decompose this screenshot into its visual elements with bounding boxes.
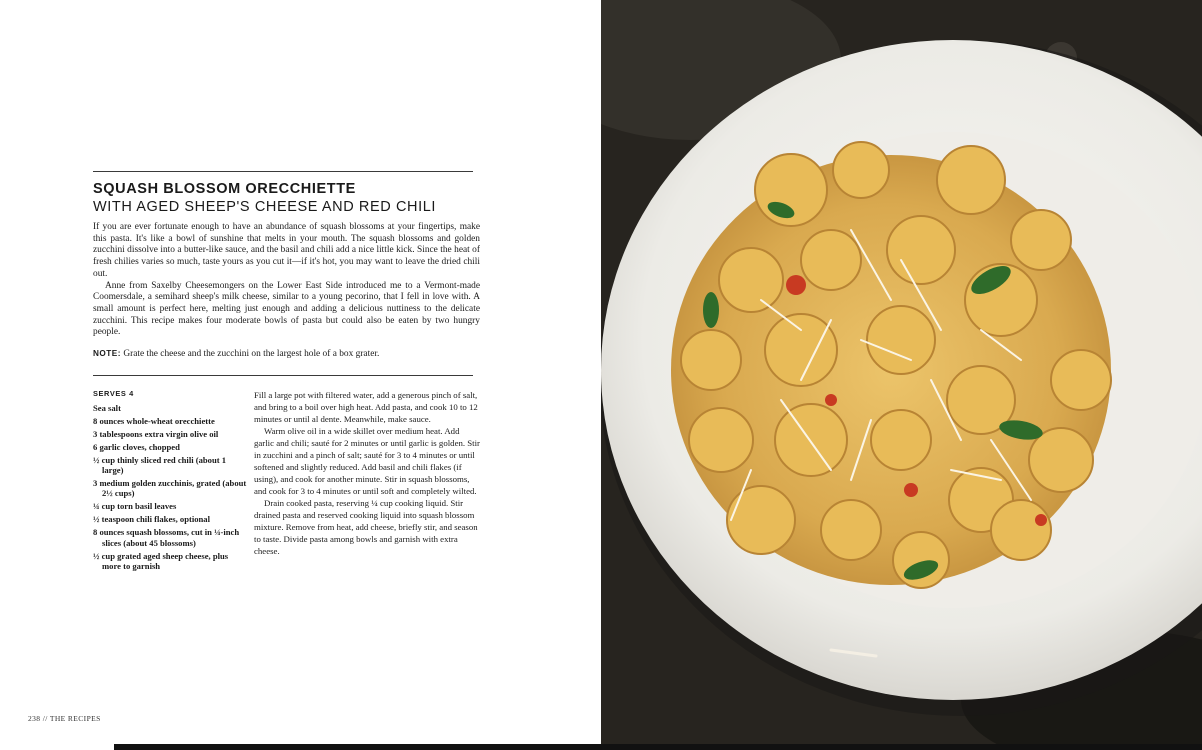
ingredient-item: ½ teaspoon chili flakes, optional [93, 514, 210, 525]
method-text [254, 389, 480, 557]
ingredient-item: ½ cup thinly sliced red chili (about 1 large) [93, 454, 227, 476]
method-step: Warm olive oil in a wide skillet over medium heat. Add garlic and chili; sauté for 2 minutes or until garlic is golden. Stir in zucchini and a pinch of salt; sauté for 3 to 4 minutes or until softened and slightly reduced. Add basil and chili flakes (if using), and cook for another minute. Stir in squash blossoms, and cook for 3 to 4 minutes or until soft and completely wilted. [254, 426, 480, 496]
bottom-edge [114, 744, 1202, 750]
section-name: THE RECIPES [49, 714, 101, 723]
intro-paragraph: If you are ever fortunate enough to have an abundance of squash blossoms at your fingertips, make this pasta. It's like a bowl of sunshine that melts in your mouth. The squash blossoms and golden zucchini dissolve into a butter-like sauce, and the basil and chili add a nice little kick. Since the heat of fresh chilies varies so much, taste yours as you cut it—if it's hot, you may want to leave the dried chili out. [93, 222, 480, 279]
middle-divider [93, 375, 473, 376]
ingredient-item: 3 medium golden zucchinis, grated (about 2½ cups) [93, 477, 247, 499]
ingredient-item: 3 tablespoons extra virgin olive oil [93, 428, 219, 439]
ingredient-item: Sea salt [93, 403, 121, 413]
ingredient-item: ½ cup grated aged sheep cheese, plus more to garnish [93, 550, 229, 572]
note-label: NOTE: [93, 349, 121, 358]
ingredient-item: 8 ounces squash blossoms, cut in ¼-inch slices (about 45 blossoms) [93, 527, 240, 548]
ingredient-list [93, 403, 248, 574]
recipe-title: SQUASH BLOSSOM ORECCHIETTE [93, 181, 356, 197]
photo-page [601, 0, 1202, 750]
method-step: Drain cooked pasta, reserving ¼ cup cooking liquid. Stir drained pasta and reserved cooking liquid into squash blossom mixture. Remove from heat, add cheese, briefly stir, and season to taste. Divide pasta among bowls and garnish with extra cheese. [254, 498, 478, 556]
page-footer [28, 714, 101, 723]
recipe-note [93, 348, 483, 360]
serves-label: SERVES 4 [93, 389, 134, 398]
note-text: Grate the cheese and the zucchini on the largest hole of a box grater. [123, 349, 380, 359]
ingredient-item: 8 ounces whole-wheat orecchiette [93, 415, 215, 426]
footer-separator: // [42, 714, 48, 723]
method-step: Fill a large pot with filtered water, add a generous pinch of salt, and bring to a boil over high heat. Add pasta, and cook 10 to 12 minutes or until al dente. Meanwhile, make sauce. [254, 390, 478, 424]
recipe-intro [93, 222, 480, 339]
recipe-subtitle: WITH AGED SHEEP'S CHEESE AND RED CHILI [93, 199, 437, 215]
bowl-of-orecchiette-icon [601, 0, 1202, 750]
ingredient-item: ¼ cup torn basil leaves [93, 501, 177, 512]
intro-paragraph: Anne from Saxelby Cheesemongers on the Lower East Side introduced me to a Vermont-made Coomersdale, a semihard sheep's milk cheese, similar to a young pecorino, that I fell in love with. A small amount is perfect here, melting just enough and adding a delicious nuttiness to the delicate zucchini. This recipe makes four moderate bowls of pasta but could also be eaten by two hungry people. [93, 280, 480, 338]
top-divider [93, 171, 473, 172]
page-number: 238 [28, 714, 41, 723]
ingredient-item: 6 garlic cloves, chopped [93, 441, 180, 452]
